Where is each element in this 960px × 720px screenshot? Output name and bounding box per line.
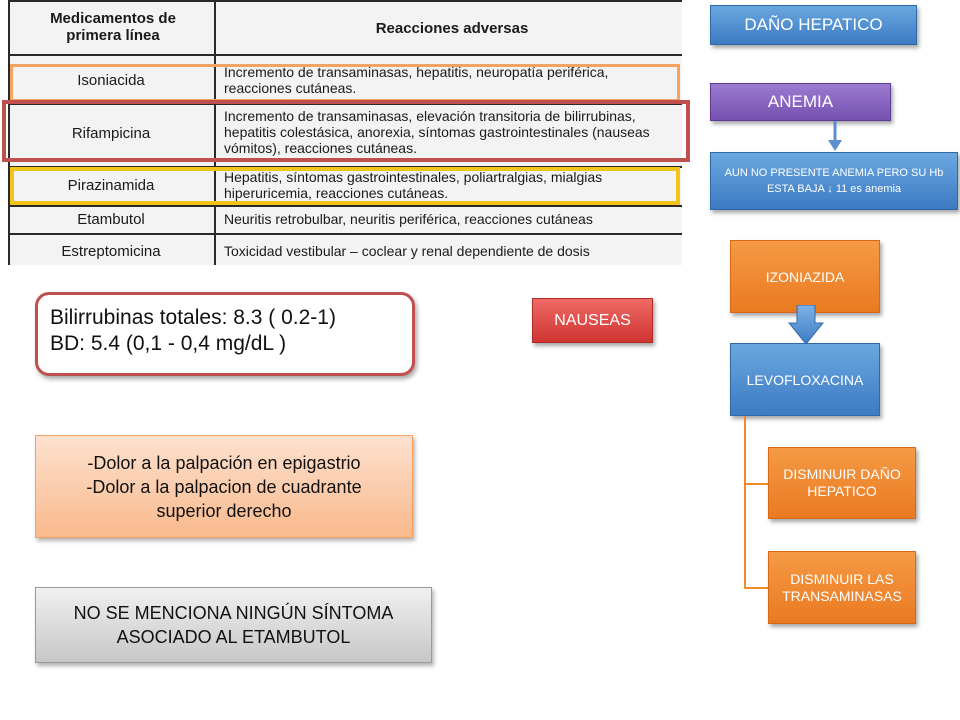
reaction-estreptomicina: Toxicidad vestibular – coclear y renal dependiente de dosis bbox=[224, 243, 590, 259]
bilirubin-total: Bilirrubinas totales: 8.3 ( 0.2-1) bbox=[50, 306, 336, 329]
table-divider bbox=[8, 54, 682, 56]
reduce-transaminases-label: DISMINUIR LAS TRANSAMINASAS bbox=[782, 570, 902, 604]
connector-line bbox=[744, 483, 768, 485]
bilirubin-box bbox=[35, 292, 415, 376]
liver-damage-box bbox=[710, 5, 917, 45]
reaction-pirazinamida: Hepatitis, síntomas gastrointestinales, poliartralgias, mialgias hiperuricemia, reacciones cutáneas. bbox=[224, 169, 603, 201]
down-arrow-icon bbox=[788, 305, 824, 345]
anemia-note-text: AUN NO PRESENTE ANEMIA PERO SU Hb ESTA BAJA ↓ 11 es anemia bbox=[724, 167, 944, 195]
highlight-rifampicina bbox=[2, 100, 690, 162]
reduce-transaminases-box bbox=[768, 551, 916, 624]
etambutol-line-1: NO SE MENCIONA NINGÚN SÍNTOMA bbox=[73, 603, 394, 623]
connector-line bbox=[744, 416, 746, 588]
drug-estreptomicina: Estreptomicina bbox=[61, 243, 161, 260]
anemia-note-box bbox=[710, 152, 958, 210]
table-border bbox=[8, 0, 682, 2]
highlight-pirazinamida bbox=[10, 167, 680, 205]
drug-pirazinamida: Pirazinamida bbox=[67, 177, 155, 194]
table-divider bbox=[8, 205, 682, 207]
nausea-box bbox=[532, 298, 653, 343]
levofloxacin-box bbox=[730, 343, 880, 416]
reduce-liver-damage-box bbox=[768, 447, 916, 519]
etambutol-note bbox=[35, 587, 432, 663]
down-arrow-icon bbox=[825, 121, 845, 153]
pain-line-2: -Dolor a la palpacion de cuadrante bbox=[86, 476, 362, 497]
connector-line bbox=[744, 587, 768, 589]
reaction-isoniacida: Incremento de transaminasas, hepatitis, neuropatía periférica, reacciones cutáneas. bbox=[224, 64, 609, 96]
reaction-rifampicina: Incremento de transaminasas, elevación transitoria de bilirrubinas, hepatitis colestásica, anorexia, síntomas gastrointestinales (nauseas vómitos), reacciones cutáneas. bbox=[224, 108, 650, 156]
isoniazid-label: IZONIAZIDA bbox=[765, 268, 845, 285]
header-reaction: Reacciones adversas bbox=[375, 20, 529, 37]
reduce-liver-damage-label: DISMINUIR DAÑO HEPATICO bbox=[783, 466, 901, 499]
liver-damage-label: DAÑO HEPATICO bbox=[744, 15, 883, 34]
pain-line-1: -Dolor a la palpación en epigastrio bbox=[87, 452, 361, 473]
drug-rifampicina: Rifampicina bbox=[71, 125, 151, 142]
header-drug: Medicamentos de primera línea bbox=[50, 10, 176, 44]
reaction-etambutol: Neuritis retrobulbar, neuritis periférica, reacciones cutáneas bbox=[224, 211, 593, 227]
drug-isoniacida: Isoniacida bbox=[77, 72, 145, 89]
drug-etambutol: Etambutol bbox=[77, 211, 145, 228]
pain-box bbox=[35, 435, 413, 538]
pain-line-3: superior derecho bbox=[156, 500, 292, 521]
nausea-label: NAUSEAS bbox=[554, 311, 631, 329]
isoniazid-box bbox=[730, 240, 880, 313]
anemia-label: ANEMIA bbox=[767, 92, 834, 111]
bilirubin-direct: BD: 5.4 (0,1 - 0,4 mg/dL ) bbox=[50, 332, 287, 355]
highlight-isoniacida bbox=[10, 64, 680, 102]
anemia-box bbox=[710, 83, 891, 121]
levofloxacin-label: LEVOFLOXACINA bbox=[746, 371, 864, 388]
table-divider bbox=[8, 233, 682, 235]
etambutol-line-2: ASOCIADO AL ETAMBUTOL bbox=[116, 627, 351, 647]
